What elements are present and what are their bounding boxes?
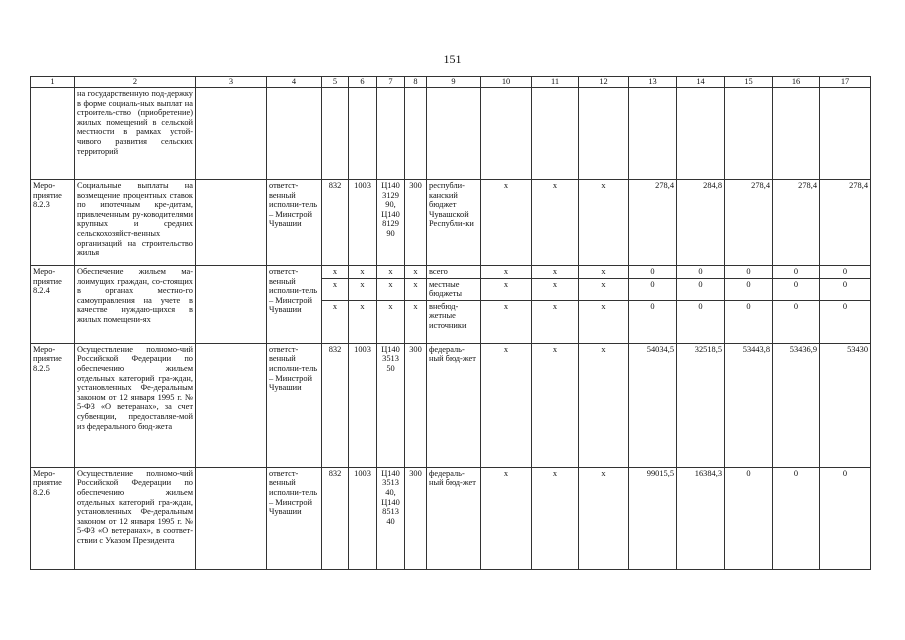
cell-value: 278,4 xyxy=(773,180,820,266)
section-code: 1003 xyxy=(349,180,377,266)
measure-description: на государственную под-держку в форме социаль-ных выплат на строитель-ство (приобретение) жилых помещений в сельской местности в рамках устой-чивого развития сельских территорий xyxy=(75,88,196,180)
cell-value: 0 xyxy=(725,300,773,343)
header-row xyxy=(31,77,871,88)
table-row-measure-8-2-4 xyxy=(31,266,871,279)
cell-value: x xyxy=(481,343,532,467)
table-row-continuation xyxy=(31,88,871,180)
col-header: 15 xyxy=(725,77,773,88)
col-header: 12 xyxy=(579,77,629,88)
cell-value: 0 xyxy=(773,278,820,300)
col-header: 2 xyxy=(75,77,196,88)
cell-value: x xyxy=(579,278,629,300)
cell-value: 0 xyxy=(725,266,773,279)
measure-description: Осуществление полномо-чий Российской Федерации по обеспечению жильем отдельных категорий гра-ждан, установленных Фе-деральным законом от 12 января 1995 г. № 5-ФЗ «О ветеранах», в соответ-ствии с Указом Президента xyxy=(75,467,196,569)
grbs-code: 832 xyxy=(322,467,349,569)
cell-value: 0 xyxy=(820,278,871,300)
cell-value: x xyxy=(377,300,405,343)
col-header: 9 xyxy=(427,77,481,88)
section-code: 1003 xyxy=(349,343,377,467)
cell-value: x xyxy=(322,300,349,343)
funding-source: местные бюджеты xyxy=(427,278,481,300)
measure-id: Меро-приятие 8.2.5 xyxy=(31,343,75,467)
cell-value: 278,4 xyxy=(629,180,677,266)
cell-value: x xyxy=(377,266,405,279)
cell-value: x xyxy=(481,300,532,343)
cell-value: x xyxy=(349,266,377,279)
expense-type-code: 300 xyxy=(405,467,427,569)
cell-value: 53443,8 xyxy=(725,343,773,467)
col-header: 8 xyxy=(405,77,427,88)
col-header: 16 xyxy=(773,77,820,88)
cell-value: 99015,5 xyxy=(629,467,677,569)
cell-value: x xyxy=(532,300,579,343)
cell-value: x xyxy=(405,278,427,300)
table-row-measure-8-2-6 xyxy=(31,467,871,569)
cell-value: x xyxy=(349,278,377,300)
cell-value: x xyxy=(405,266,427,279)
funding-source: федераль-ный бюд-жет xyxy=(427,343,481,467)
cell-value: 0 xyxy=(773,300,820,343)
target-article-code: Ц140 3513 50 xyxy=(377,343,405,467)
grbs-code: 832 xyxy=(322,180,349,266)
cell-value: 0 xyxy=(677,278,725,300)
cell-value: x xyxy=(579,180,629,266)
responsible-executor: ответст-венный исполни-тель – Минстрой Чувашии xyxy=(267,266,322,344)
expense-type-code: 300 xyxy=(405,343,427,467)
cell-value: 32518,5 xyxy=(677,343,725,467)
cell-value: x xyxy=(481,278,532,300)
table-row-measure-8-2-5 xyxy=(31,343,871,467)
cell-value: 54034,5 xyxy=(629,343,677,467)
section-code: 1003 xyxy=(349,467,377,569)
cell-value: x xyxy=(481,467,532,569)
program-table xyxy=(30,76,871,570)
target-article-code: Ц140 3513 40, Ц140 8513 40 xyxy=(377,467,405,569)
col-header: 17 xyxy=(820,77,871,88)
cell-value: 0 xyxy=(773,266,820,279)
col-header: 7 xyxy=(377,77,405,88)
cell-value: x xyxy=(532,266,579,279)
measure-id: Меро-приятие 8.2.3 xyxy=(31,180,75,266)
col-header: 5 xyxy=(322,77,349,88)
target-article-code: Ц140 3129 90, Ц140 8129 90 xyxy=(377,180,405,266)
cell-value: 0 xyxy=(725,278,773,300)
cell-value: 53430 xyxy=(820,343,871,467)
funding-source: всего xyxy=(427,266,481,279)
col-header: 14 xyxy=(677,77,725,88)
cell-value: 0 xyxy=(725,467,773,569)
col-header: 10 xyxy=(481,77,532,88)
cell-value: 53436,9 xyxy=(773,343,820,467)
page-number: 151 xyxy=(443,52,462,66)
cell-value: 0 xyxy=(677,300,725,343)
cell-value: 284,8 xyxy=(677,180,725,266)
measure-description: Социальные выплаты на возмещение процентных ставок по ипотечным кре-дитам, привлеченным ру-ководителями крупных и средних сельскохозяйст-венных организаций на строительство жилья xyxy=(75,180,196,266)
funding-source: внебюд-жетные источники xyxy=(427,300,481,343)
cell-value: 278,4 xyxy=(820,180,871,266)
responsible-executor: ответст-венный исполни-тель – Минстрой Чувашии xyxy=(267,180,322,266)
funding-source: федераль-ный бюд-жет xyxy=(427,467,481,569)
col-header: 11 xyxy=(532,77,579,88)
cell-value: x xyxy=(532,278,579,300)
cell-value: x xyxy=(481,266,532,279)
measure-id: Меро-приятие 8.2.4 xyxy=(31,266,75,344)
cell-value: x xyxy=(579,300,629,343)
grbs-code: 832 xyxy=(322,343,349,467)
cell-value: 0 xyxy=(820,467,871,569)
expense-type-code: 300 xyxy=(405,180,427,266)
col-header: 3 xyxy=(196,77,267,88)
cell-value: x xyxy=(579,266,629,279)
measure-description: Осуществление полномо-чий Российской Федерации по обеспечению жильем отдельных категорий гра-ждан, установленных Фе-деральным законом от 12 января 1995 г. № 5-ФЗ «О ветеранах», за счет субвенции, предоставляе-мой из федерального бюд-жета xyxy=(75,343,196,467)
cell-value: 0 xyxy=(820,266,871,279)
col-header: 6 xyxy=(349,77,377,88)
table-row-measure-8-2-3 xyxy=(31,180,871,266)
measure-id: Меро-приятие 8.2.6 xyxy=(31,467,75,569)
cell-value: 0 xyxy=(629,266,677,279)
cell-value: 0 xyxy=(629,300,677,343)
cell-value: x xyxy=(532,180,579,266)
cell-value: x xyxy=(579,343,629,467)
cell-value: x xyxy=(322,266,349,279)
col-header: 4 xyxy=(267,77,322,88)
cell-value: 0 xyxy=(820,300,871,343)
cell-value: 278,4 xyxy=(725,180,773,266)
cell-value: x xyxy=(322,278,349,300)
cell-value: x xyxy=(532,343,579,467)
col-header: 1 xyxy=(31,77,75,88)
responsible-executor: ответст-венный исполни-тель – Минстрой Чувашии xyxy=(267,343,322,467)
cell-value: x xyxy=(532,467,579,569)
measure-description: Обеспечение жильем ма-лоимущих граждан, со-стоящих в органах местно-го самоуправления на учете в качестве нуждаю-щихся в жилых помещени-ях xyxy=(75,266,196,344)
cell-value: x xyxy=(579,467,629,569)
cell-value: x xyxy=(377,278,405,300)
cell-value: x xyxy=(405,300,427,343)
col-header: 13 xyxy=(629,77,677,88)
cell-value: 0 xyxy=(629,278,677,300)
responsible-executor: ответст-венный исполни-тель – Минстрой Чувашии xyxy=(267,467,322,569)
cell-value: 0 xyxy=(677,266,725,279)
cell-value: x xyxy=(481,180,532,266)
cell-value: x xyxy=(349,300,377,343)
cell-value: 16384,3 xyxy=(677,467,725,569)
funding-source: республи-канский бюджет Чувашской Республи-ки xyxy=(427,180,481,266)
cell-value: 0 xyxy=(773,467,820,569)
